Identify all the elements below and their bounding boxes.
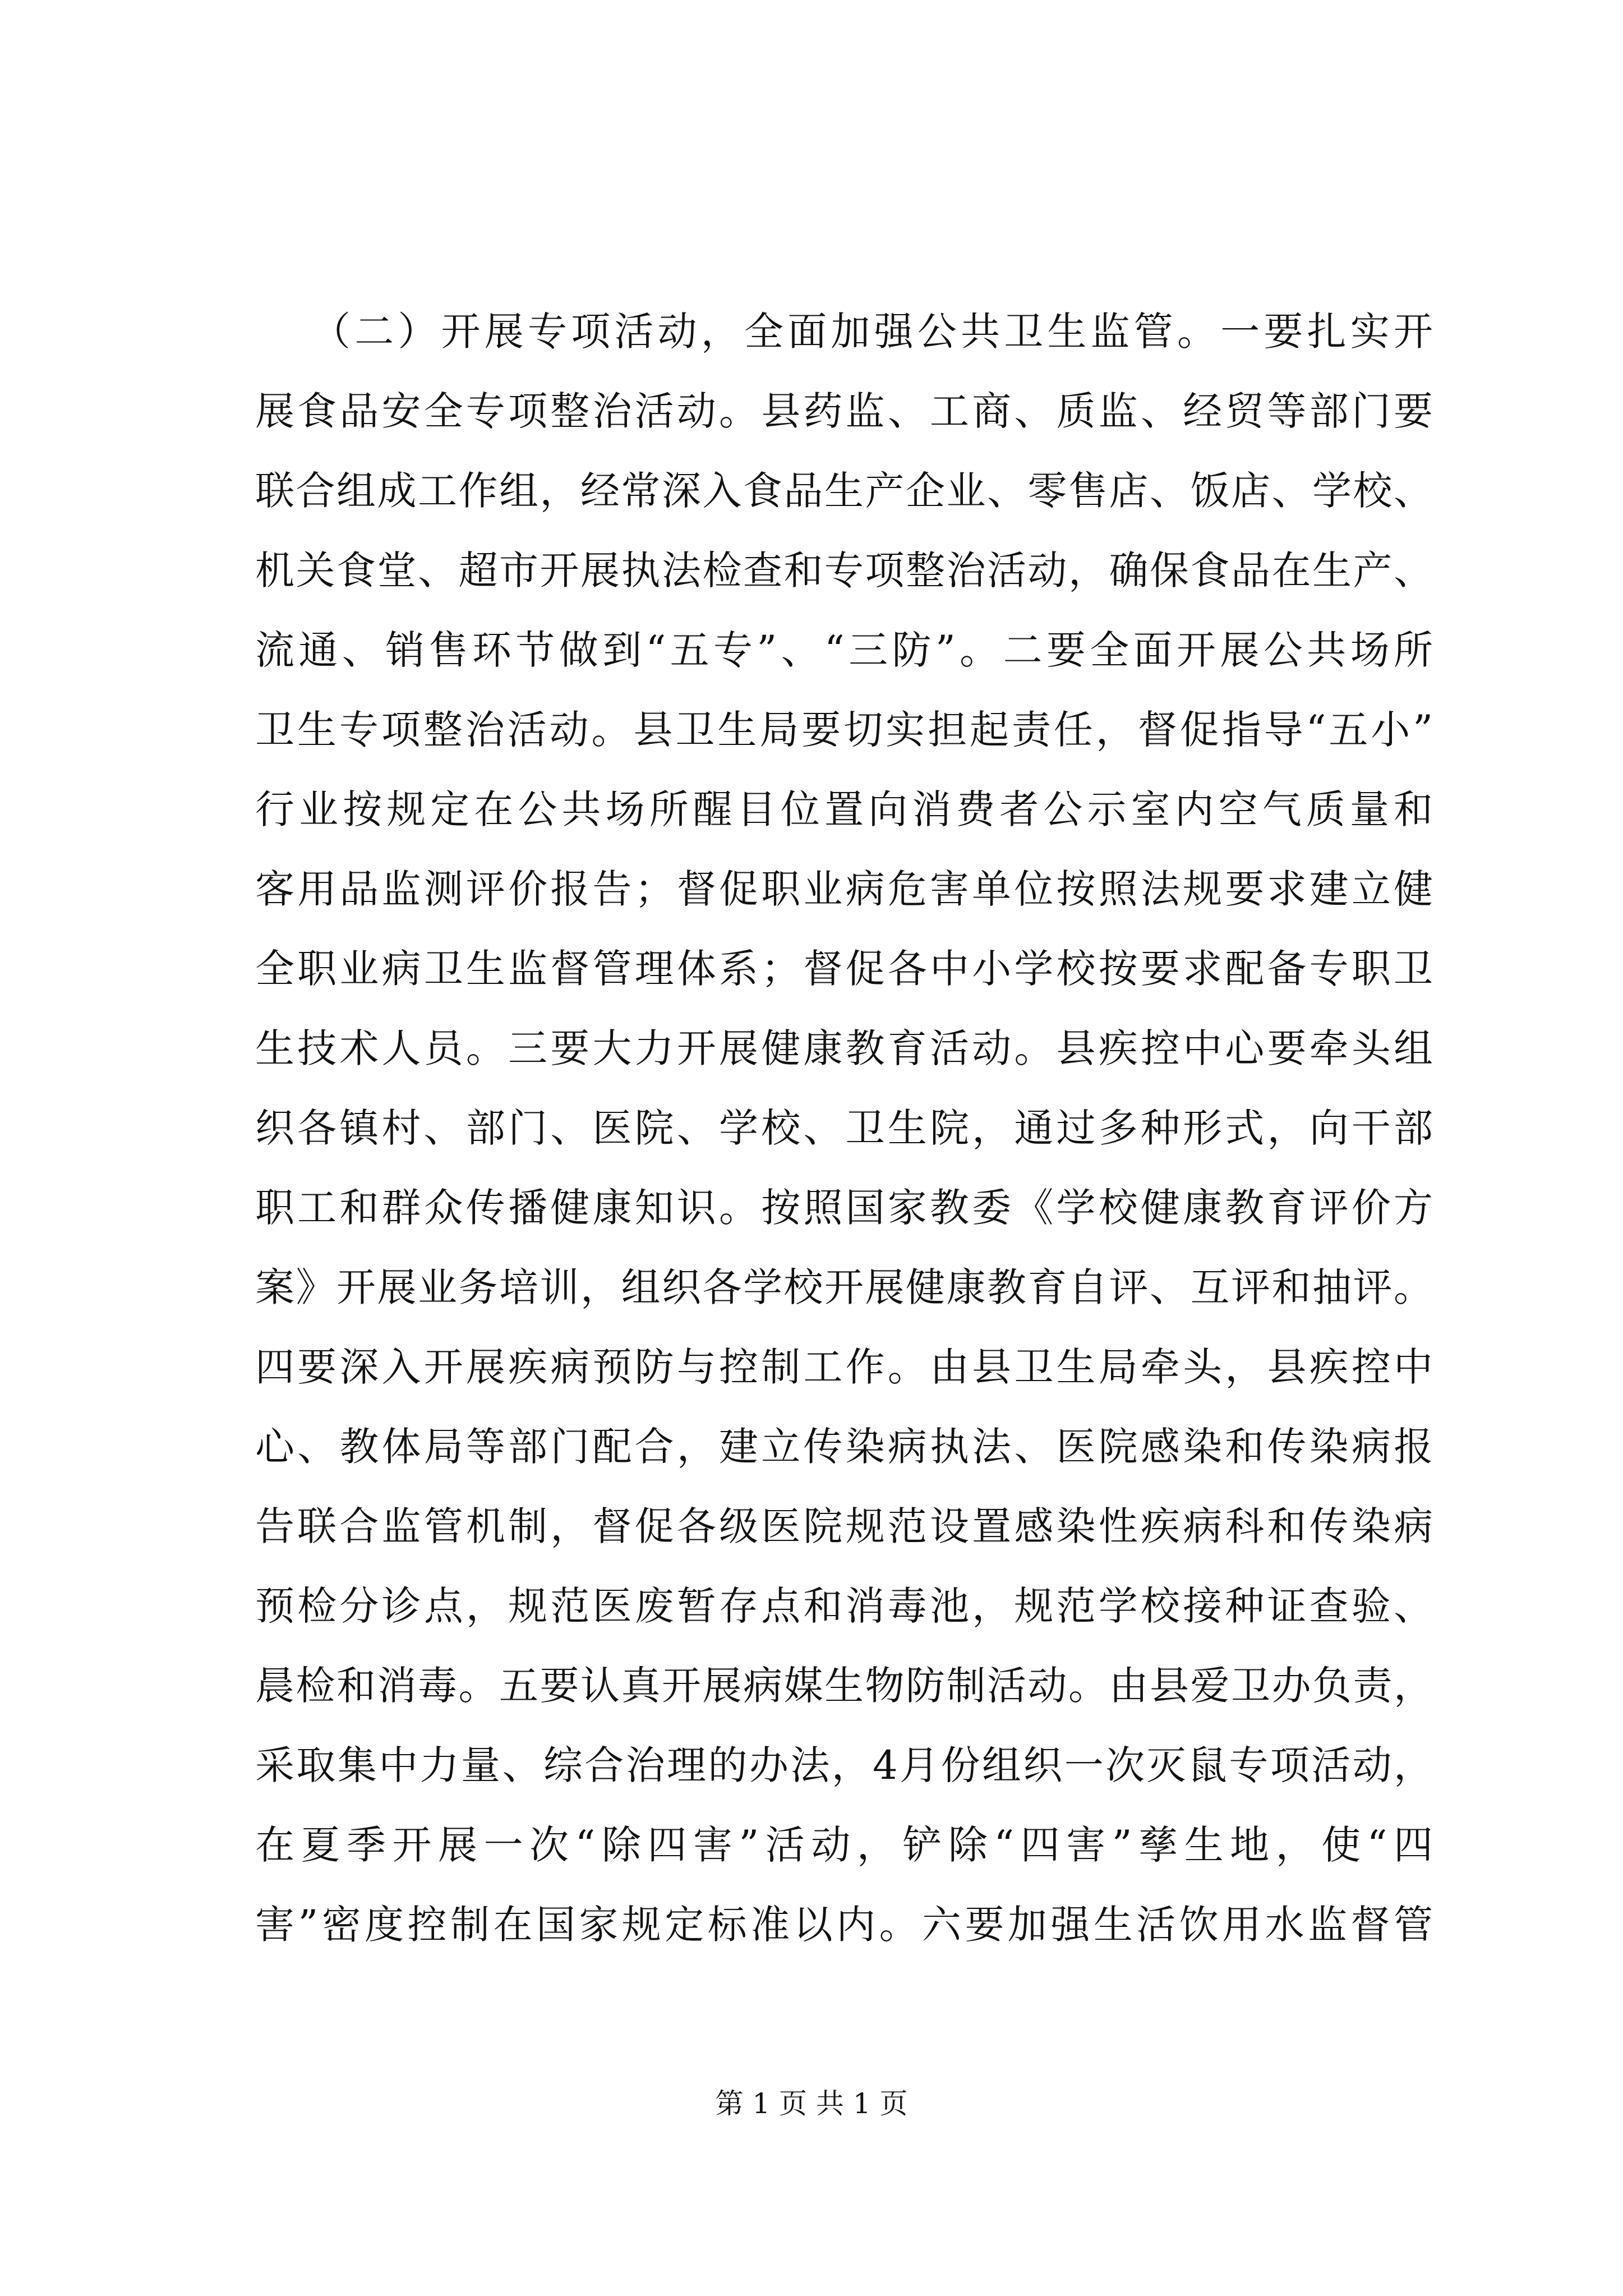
text-line: 四要深入开展疾病预防与控制工作。由县卫生局牵头，县疾控中 — [255, 1344, 1433, 1390]
text-line: 全职业病卫生监督管理体系；督促各中小学校按要求配备专职卫 — [255, 946, 1433, 992]
text-line: 行业按规定在公共场所醒目位置向消费者公示室内空气质量和 — [255, 786, 1433, 832]
page-number-footer: 第 1 页 共 1 页 — [715, 2087, 908, 2120]
text-line: （二）开展专项活动，全面加强公共卫生监管。一要扎实开 — [311, 309, 1433, 355]
text-line: 客用品监测评价报告；督促职业病危害单位按照法规要求建立健 — [255, 866, 1433, 912]
text-line: 职工和群众传播健康知识。按照国家教委《学校健康教育评价方 — [255, 1185, 1433, 1231]
text-line: 机关食堂、超市开展执法检查和专项整治活动，确保食品在生产、 — [255, 547, 1433, 593]
text-line: 心、教体局等部门配合，建立传染病执法、医院感染和传染病报 — [255, 1424, 1433, 1470]
text-line: 案》开展业务培训，组织各学校开展健康教育自评、互评和抽评。 — [255, 1264, 1433, 1310]
text-line: 生技术人员。三要大力开展健康教育活动。县疾控中心要牵头组 — [255, 1025, 1433, 1071]
body-paragraph — [255, 292, 1433, 1964]
text-line: 告联合监管机制，督促各级医院规范设置感染性疾病科和传染病 — [255, 1503, 1433, 1549]
text-line: 预检分诊点，规范医废暂存点和消毒池，规范学校接种证查验、 — [255, 1583, 1433, 1629]
text-line: 联合组成工作组，经常深入食品生产企业、零售店、饭店、学校、 — [255, 468, 1433, 514]
text-line: 在夏季开展一次“除四害”活动，铲除“四害”孳生地，使“四 — [255, 1822, 1433, 1868]
text-line: 卫生专项整治活动。县卫生局要切实担起责任，督促指导“五小” — [255, 707, 1433, 753]
text-line: 害”密度控制在国家规定标准以内。六要加强生活饮用水监督管 — [255, 1902, 1433, 1948]
text-line: 织各镇村、部门、医院、学校、卫生院，通过多种形式，向干部 — [255, 1105, 1433, 1151]
text-line: 展食品安全专项整治活动。县药监、工商、质监、经贸等部门要 — [255, 388, 1433, 434]
text-line: 流通、销售环节做到“五专”、“三防”。二要全面开展公共场所 — [255, 627, 1433, 673]
text-line: 晨检和消毒。五要认真开展病媒生物防制活动。由县爱卫办负责， — [255, 1663, 1433, 1709]
text-line: 采取集中力量、综合治理的办法，4月份组织一次灭鼠专项活动， — [255, 1742, 1433, 1788]
